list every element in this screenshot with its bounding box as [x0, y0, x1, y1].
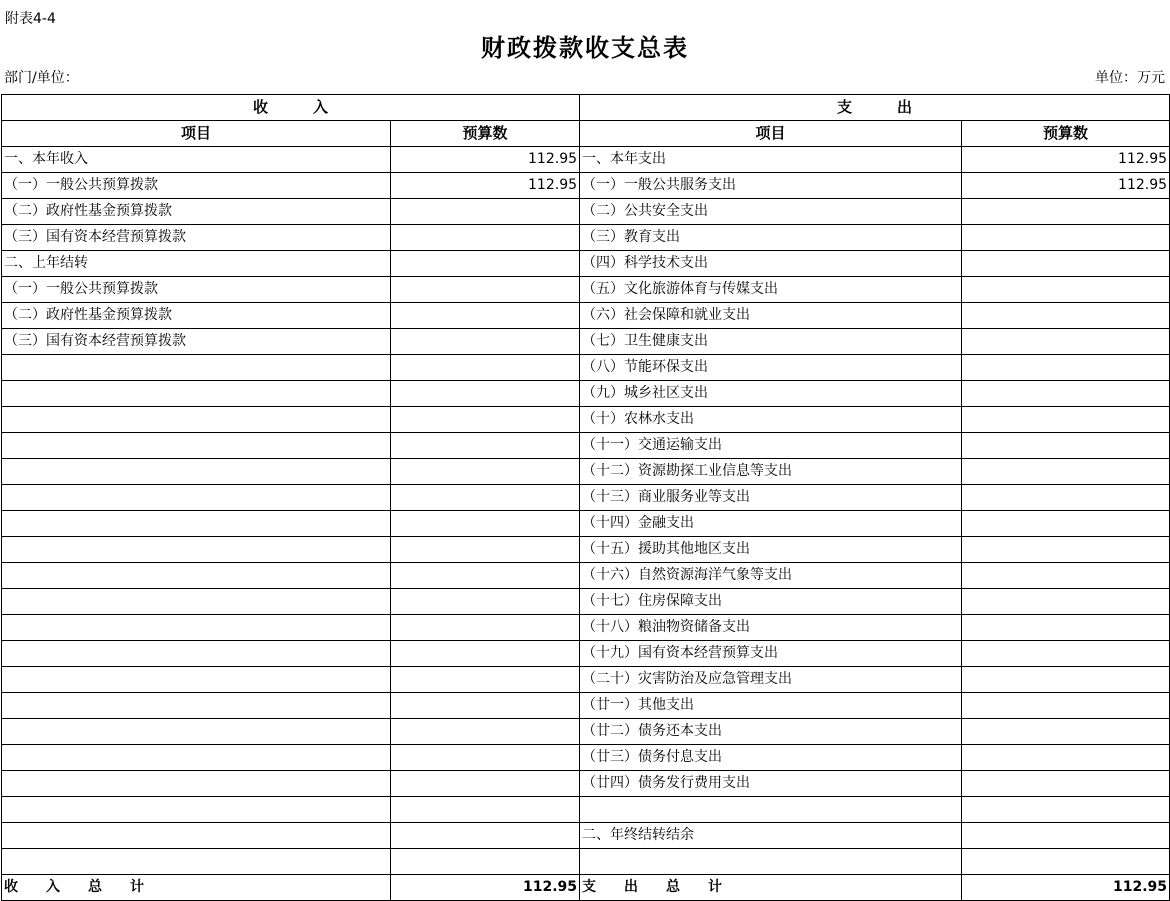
expense-group-header: 支 出 — [580, 95, 1170, 121]
table-row — [2, 147, 1170, 173]
expense-item-cell: （二十）灾害防治及应急管理支出 — [580, 667, 962, 693]
income-amount-cell — [391, 355, 580, 381]
income-group-header: 收 入 — [2, 95, 580, 121]
income-item-cell — [2, 771, 391, 797]
expense-total-amount: 112.95 — [962, 875, 1170, 901]
expense-item-cell — [580, 849, 962, 875]
income-amount-cell — [391, 459, 580, 485]
table-row — [2, 537, 1170, 563]
expense-amount-cell — [962, 381, 1170, 407]
income-amount-cell — [391, 199, 580, 225]
expense-amount-cell — [962, 511, 1170, 537]
expense-item-cell: （六）社会保障和就业支出 — [580, 303, 962, 329]
expense-item-cell: （二）公共安全支出 — [580, 199, 962, 225]
table-row — [2, 225, 1170, 251]
income-item-cell — [2, 719, 391, 745]
income-amount-cell — [391, 407, 580, 433]
expense-amount-cell — [962, 719, 1170, 745]
income-item-cell: （三）国有资本经营预算拨款 — [2, 225, 391, 251]
table-row — [2, 459, 1170, 485]
table-row — [2, 745, 1170, 771]
table-row — [2, 771, 1170, 797]
income-amount-cell: 112.95 — [391, 147, 580, 173]
expense-item-cell: （十）农林水支出 — [580, 407, 962, 433]
expense-item-cell: （十三）商业服务业等支出 — [580, 485, 962, 511]
table-row — [2, 303, 1170, 329]
table-row — [2, 849, 1170, 875]
table-row — [2, 615, 1170, 641]
table-row — [2, 693, 1170, 719]
expense-item-cell: （四）科学技术支出 — [580, 251, 962, 277]
income-budget-column-header: 预算数 — [391, 121, 580, 147]
income-item-cell — [2, 407, 391, 433]
income-item-cell — [2, 537, 391, 563]
expense-item-cell: （十八）粮油物资储备支出 — [580, 615, 962, 641]
income-item-cell — [2, 589, 391, 615]
expense-item-cell: （三）教育支出 — [580, 225, 962, 251]
table-row — [2, 407, 1170, 433]
income-item-cell: 二、上年结转 — [2, 251, 391, 277]
expense-item-cell: （八）节能环保支出 — [580, 355, 962, 381]
expense-item-cell: （十六）自然资源海洋气象等支出 — [580, 563, 962, 589]
table-row — [2, 355, 1170, 381]
income-item-cell — [2, 433, 391, 459]
attachment-number: 附表4-4 — [5, 11, 56, 27]
income-amount-cell — [391, 719, 580, 745]
expense-amount-cell — [962, 199, 1170, 225]
expense-amount-cell — [962, 849, 1170, 875]
income-item-cell — [2, 615, 391, 641]
income-item-cell: （一）一般公共预算拨款 — [2, 173, 391, 199]
expense-amount-cell: 112.95 — [962, 147, 1170, 173]
unit-label: 单位：万元 — [1095, 70, 1165, 86]
income-amount-cell — [391, 381, 580, 407]
income-amount-cell — [391, 485, 580, 511]
income-amount-cell — [391, 589, 580, 615]
income-total-amount: 112.95 — [391, 875, 580, 901]
expense-item-cell: （十五）援助其他地区支出 — [580, 537, 962, 563]
income-amount-cell — [391, 823, 580, 849]
table-row — [2, 511, 1170, 537]
income-amount-cell — [391, 849, 580, 875]
expense-amount-cell — [962, 589, 1170, 615]
income-item-column-header: 项目 — [2, 121, 391, 147]
expense-amount-cell — [962, 615, 1170, 641]
income-amount-cell — [391, 745, 580, 771]
income-total-label: 收 入 总 计 — [2, 875, 391, 901]
table-row — [2, 433, 1170, 459]
table-row — [2, 823, 1170, 849]
expense-amount-cell — [962, 355, 1170, 381]
expense-item-cell: （十四）金融支出 — [580, 511, 962, 537]
expense-item-cell: （廿四）债务发行费用支出 — [580, 771, 962, 797]
table-row — [2, 277, 1170, 303]
income-item-cell: （二）政府性基金预算拨款 — [2, 199, 391, 225]
expense-amount-cell — [962, 433, 1170, 459]
income-item-cell: （二）政府性基金预算拨款 — [2, 303, 391, 329]
income-item-cell — [2, 823, 391, 849]
income-amount-cell — [391, 251, 580, 277]
expense-item-cell: （十九）国有资本经营预算支出 — [580, 641, 962, 667]
table-row — [2, 173, 1170, 199]
expense-amount-cell — [962, 277, 1170, 303]
table-row — [2, 719, 1170, 745]
expense-amount-cell — [962, 251, 1170, 277]
income-item-cell — [2, 849, 391, 875]
income-item-cell — [2, 355, 391, 381]
expense-amount-cell — [962, 485, 1170, 511]
income-item-cell — [2, 381, 391, 407]
income-amount-cell — [391, 511, 580, 537]
income-amount-cell — [391, 667, 580, 693]
expense-item-column-header: 项目 — [580, 121, 962, 147]
income-item-cell — [2, 511, 391, 537]
expense-item-cell: （廿三）债务付息支出 — [580, 745, 962, 771]
expense-item-cell: （十七）住房保障支出 — [580, 589, 962, 615]
expense-item-cell: （五）文化旅游体育与传媒支出 — [580, 277, 962, 303]
income-amount-cell — [391, 329, 580, 355]
income-amount-cell — [391, 277, 580, 303]
expense-amount-cell — [962, 797, 1170, 823]
expense-item-cell: （十二）资源勘探工业信息等支出 — [580, 459, 962, 485]
expense-amount-cell — [962, 823, 1170, 849]
expense-amount-cell — [962, 225, 1170, 251]
table-row — [2, 485, 1170, 511]
department-label: 部门/单位： — [4, 70, 79, 86]
expense-item-cell: 二、年终结转结余 — [580, 823, 962, 849]
income-item-cell — [2, 745, 391, 771]
expense-amount-cell — [962, 693, 1170, 719]
income-amount-cell — [391, 641, 580, 667]
income-amount-cell — [391, 615, 580, 641]
income-amount-cell — [391, 433, 580, 459]
income-item-cell — [2, 641, 391, 667]
income-item-cell: （一）一般公共预算拨款 — [2, 277, 391, 303]
expense-amount-cell — [962, 329, 1170, 355]
expense-amount-cell — [962, 563, 1170, 589]
income-item-cell — [2, 797, 391, 823]
expense-amount-cell: 112.95 — [962, 173, 1170, 199]
table-row — [2, 667, 1170, 693]
table-row — [2, 329, 1170, 355]
expense-amount-cell — [962, 641, 1170, 667]
table-body — [2, 147, 1170, 875]
income-amount-cell: 112.95 — [391, 173, 580, 199]
expense-item-cell — [580, 797, 962, 823]
income-amount-cell — [391, 797, 580, 823]
income-item-cell — [2, 459, 391, 485]
expense-amount-cell — [962, 537, 1170, 563]
income-amount-cell — [391, 693, 580, 719]
totals-row — [2, 875, 1170, 901]
income-item-cell — [2, 667, 391, 693]
budget-summary-table — [1, 94, 1170, 901]
expense-amount-cell — [962, 745, 1170, 771]
expense-item-cell: （十一）交通运输支出 — [580, 433, 962, 459]
income-item-cell — [2, 485, 391, 511]
income-item-cell — [2, 693, 391, 719]
expense-budget-column-header: 预算数 — [962, 121, 1170, 147]
income-item-cell: 一、本年收入 — [2, 147, 391, 173]
income-amount-cell — [391, 537, 580, 563]
income-amount-cell — [391, 225, 580, 251]
table-row — [2, 641, 1170, 667]
expense-amount-cell — [962, 771, 1170, 797]
income-item-cell — [2, 563, 391, 589]
page-title: 财政拨款收支总表 — [481, 33, 689, 62]
expense-item-cell: （七）卫生健康支出 — [580, 329, 962, 355]
column-header-row — [2, 121, 1170, 147]
expense-amount-cell — [962, 459, 1170, 485]
expense-item-cell: （一）一般公共服务支出 — [580, 173, 962, 199]
table-row — [2, 563, 1170, 589]
expense-total-label: 支 出 总 计 — [580, 875, 962, 901]
expense-item-cell: （九）城乡社区支出 — [580, 381, 962, 407]
table-row — [2, 199, 1170, 225]
expense-amount-cell — [962, 407, 1170, 433]
income-amount-cell — [391, 303, 580, 329]
income-amount-cell — [391, 563, 580, 589]
table-row — [2, 589, 1170, 615]
expense-amount-cell — [962, 667, 1170, 693]
expense-item-cell: （廿二）债务还本支出 — [580, 719, 962, 745]
income-item-cell: （三）国有资本经营预算拨款 — [2, 329, 391, 355]
group-header-row — [2, 95, 1170, 121]
table-row — [2, 797, 1170, 823]
expense-item-cell: （廿一）其他支出 — [580, 693, 962, 719]
table-row — [2, 251, 1170, 277]
expense-item-cell: 一、本年支出 — [580, 147, 962, 173]
table-row — [2, 381, 1170, 407]
expense-amount-cell — [962, 303, 1170, 329]
income-amount-cell — [391, 771, 580, 797]
